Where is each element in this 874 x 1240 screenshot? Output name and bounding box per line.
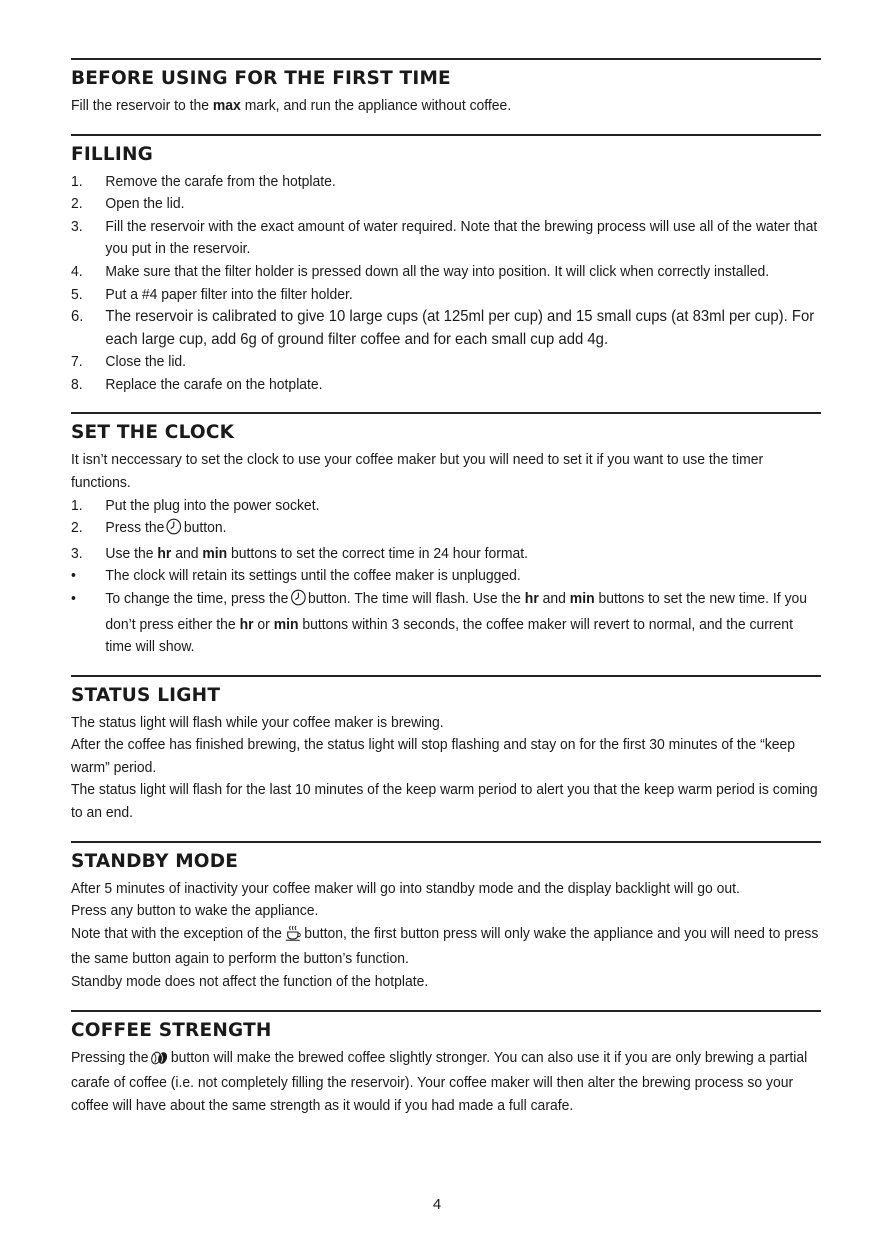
section-set-clock	[71, 412, 821, 658]
list-item: 7. Close the lid.	[71, 353, 187, 371]
section-title: BEFORE USING FOR THE FIRST TIME	[71, 68, 451, 89]
section-title: SET THE CLOCK	[71, 422, 235, 444]
paragraph: After the coffee has finished brewing, the status light will stop flashing and stay on for the first 30 minutes of the “keep warm” period.	[71, 736, 796, 776]
list-item: 6. The reservoir is calibrated to give 10 large cups (at 125ml per cup) and 15 small cups (at 83ml per cup). For each large cup, add 6g of ground filter coffee and for each small cup add 4g.	[71, 308, 815, 348]
clock-icon	[166, 518, 182, 543]
list-item: 1. Put the plug into the power socket.	[71, 496, 320, 514]
section-first-time	[71, 58, 821, 118]
coffee-beans-icon	[150, 1050, 169, 1073]
brew-cup-icon	[284, 925, 303, 949]
paragraph: The status light will flash for the last 10 minutes of the keep warm period to alert you that the keep warm period is coming to an end.	[71, 781, 818, 822]
list-item: 5. Put a #4 paper filter into the filter holder.	[71, 285, 353, 303]
section-title: COFFEE STRENGTH	[71, 1019, 272, 1041]
list-item: 4. Make sure that the filter holder is pressed down all the way into position. It will click when correctly installed.	[71, 262, 770, 280]
section-standby-mode	[71, 841, 821, 994]
paragraph: Standby mode does not affect the function of the hotplate.	[71, 973, 429, 991]
paragraph: The status light will flash while your coffee maker is brewing.	[71, 713, 444, 731]
list-item: 3. Fill the reservoir with the exact amount of water required. Note that the brewing process will use all of the water that you put in the reservoir.	[71, 217, 818, 258]
bullet-item: • To change the time, press the button. The time will flash. Use the hr and min buttons to set the new time. If you don’t press either the hr or min buttons within 3 seconds, the coffee maker will revert to normal, and the current time will show.	[71, 589, 808, 656]
list-item: 2. Open the lid.	[71, 195, 185, 213]
section-title: STATUS LIGHT	[71, 684, 221, 706]
paragraph: Note that with the exception of the button, the first button press will only wake the appliance and you will need to press the same button again to perform the button’s function.	[71, 924, 819, 968]
section-status-light	[71, 675, 821, 825]
paragraph: After 5 minutes of inactivity your coffee maker will go into standby mode and the display backlight will go out.	[71, 879, 740, 897]
section-filling	[71, 134, 821, 397]
section-title: FILLING	[71, 143, 154, 165]
clock-intro: It isn’t neccessary to set the clock to use your coffee maker but you will need to set it if you want to use the timer functions.	[71, 451, 764, 491]
list-item: 2. Press the button.	[71, 517, 822, 543]
list-item: 8. Replace the carafe on the hotplate.	[71, 375, 323, 393]
document-page	[71, 58, 821, 1133]
first-time-paragraph: Fill the reservoir to the max mark, and run the appliance without coffee.	[71, 97, 512, 114]
list-item: 3. Use the hr and min buttons to set the correct time in 24 hour format.	[71, 544, 529, 562]
section-title: STANDBY MODE	[71, 850, 239, 872]
paragraph: Press any button to wake the appliance.	[71, 902, 319, 920]
page-number: 4	[432, 1196, 442, 1213]
section-coffee-strength	[71, 1010, 821, 1118]
list-item: 1. Remove the carafe from the hotplate.	[71, 172, 336, 190]
clock-icon	[290, 589, 306, 614]
bullet-item: • The clock will retain its settings until the coffee maker is unplugged.	[71, 567, 521, 585]
paragraph: Pressing the button will make the brewed coffee slightly stronger. You can also use it if you are only brewing a partial carafe of coffee (i.e. not completely filling the reservoir). Your coffee maker will then alter the brewing process so your coffee will have about the same strength as it would if you had made a full carafe.	[71, 1048, 808, 1114]
